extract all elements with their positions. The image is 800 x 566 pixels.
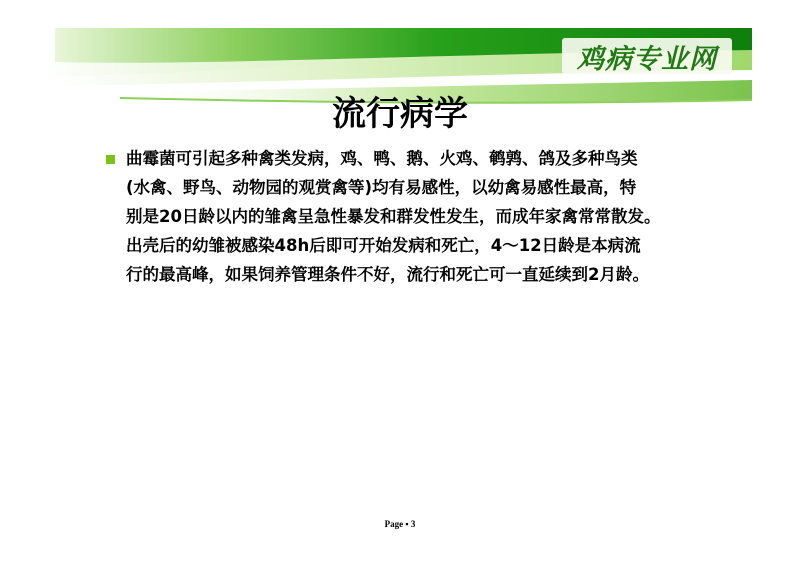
body-line: 曲霉菌可引起多种禽类发病，鸡、鸭、鹅、火鸡、鹌鹑、鸽及多种鸟类 (126, 149, 638, 168)
square-bullet-icon (106, 155, 115, 164)
body-line: 别是20日龄以内的雏禽呈急性暴发和群发性发生，而成年家禽常常散发。 (126, 207, 661, 226)
body-line: 行的最高峰，如果饲养管理条件不好，流行和死亡可一直延续到2月龄。 (126, 265, 649, 284)
site-logo (562, 36, 732, 76)
body-paragraph (126, 144, 726, 289)
page-number: Page ▪ 3 (384, 519, 416, 529)
body-line: 出壳后的幼雏被感染48h后即可开始发病和死亡，4～12日龄是本病流 (126, 236, 641, 255)
logo-text: 鸡病专业网 (577, 43, 717, 75)
slide-title: 流行病学 (332, 94, 468, 134)
body-line: (水禽、野鸟、动物园的观赏禽等)均有易感性，以幼禽易感性最高，特 (126, 178, 637, 197)
